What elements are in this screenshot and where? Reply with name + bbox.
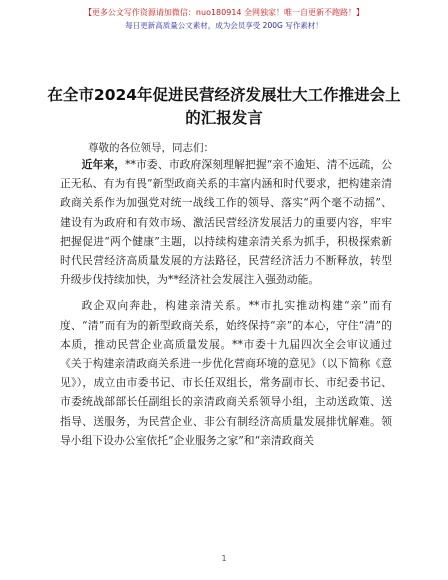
paragraph-1-lead: 近年来， bbox=[81, 158, 126, 171]
paragraph-2: 政企双向奔赴，构建亲清关系。**市扎实推动构建“亲”而有度、“清”而有为的新型政商关系，始终保持“亲”的本心，守住“清”的本质，推动民营企业高质量发展。**市委十九届四次全会审议通过《关于构建亲清政商关系进一步优化营商环境的意见》（以下简称《意见》），成立由市委书记、市长任双组长，常务副市长、市纪委书记、市委统战部部长任副组长的亲清政商关系领导小组，主动送政策、送指导、送服务，为民营企业、非公有制经济高质量发展排忧解难。领导小组下设办公室依托“企业服务之家”和“亲清政商关 bbox=[60, 299, 392, 447]
document-body bbox=[60, 155, 392, 450]
paragraph-1 bbox=[60, 155, 392, 289]
document-title: 在全市2024年促进民营经济发展壮大工作推进会上的汇报发言 bbox=[47, 86, 401, 127]
greeting: 尊敬的各位领导，同志们： bbox=[88, 142, 214, 154]
page-number: 1 bbox=[221, 554, 227, 563]
promo-banner-line1: 【更多公文写作资源请加微信：nuo180914 全网独家！唯一自更新不跑路！】 bbox=[83, 8, 365, 17]
promo-banner-line2: 每日更新高质量公文素材，成为会员享受 200G 写作素材！ bbox=[125, 21, 323, 30]
paragraph-1-text: **市委、市政府深刻理解把握“亲不逾矩、清不远疏，公正无私、有为有畏”新型政商关系的丰富内涵和时代要求，把构建亲清政商关系作为加强党对统一战线工作的领导、落实“两个毫不动摇”、建设有为政府和有效市场、激活民营经济发展活力的重要内容，牢牢把握促进“两个健康”主题，以持续构建亲清关系为抓手，积极探索新时代民营经济高质量发展的方法路径，民营经济活力不断释放，转型升级步伐持续加快，为**经济社会发展注入强劲动能。 bbox=[60, 158, 392, 287]
